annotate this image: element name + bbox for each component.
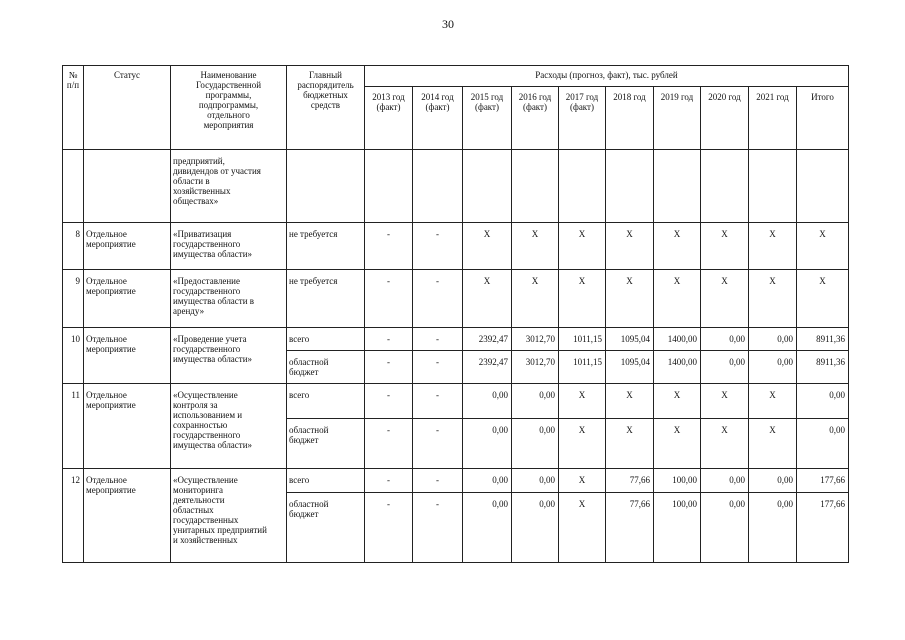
empty-cell: [654, 150, 701, 223]
row-value: -: [413, 270, 463, 328]
row-value: Х: [797, 223, 849, 270]
row-source: областной бюджет: [287, 419, 365, 469]
row-value: Х: [512, 270, 559, 328]
row-source: не требуется: [287, 223, 365, 270]
row-value: 0,00: [463, 384, 512, 419]
row-value: 177,66: [797, 469, 849, 493]
row-value: Х: [654, 419, 701, 469]
row-value: Х: [559, 384, 606, 419]
row-value: -: [413, 384, 463, 419]
row-value: Х: [606, 419, 654, 469]
row-value: -: [365, 328, 413, 351]
empty-cell: [512, 150, 559, 223]
header-name: Наименование Государственной программы, подпрограммы, отдельного мероприятия: [171, 66, 287, 150]
row-value: 0,00: [749, 328, 797, 351]
row-value: 0,00: [512, 493, 559, 563]
row-value: Х: [797, 270, 849, 328]
row-value: Х: [559, 270, 606, 328]
row-value: Х: [749, 419, 797, 469]
row-value: Х: [749, 270, 797, 328]
row-source: областной бюджет: [287, 351, 365, 384]
row-value: Х: [463, 223, 512, 270]
row-value: -: [365, 493, 413, 563]
row-value: Х: [749, 384, 797, 419]
row-status: Отдельное мероприятие: [84, 223, 171, 270]
row-name: «Приватизация государственного имущества области»: [171, 223, 287, 270]
row-value: Х: [606, 223, 654, 270]
header-executor: Главный распорядитель бюджетных средств: [287, 66, 365, 150]
table-row: [63, 270, 849, 328]
row-value: 0,00: [701, 469, 749, 493]
row-value: 77,66: [606, 469, 654, 493]
header-year: 2014 год (факт): [413, 87, 463, 150]
continuation-row: [63, 150, 849, 223]
row-value: Х: [606, 270, 654, 328]
row-status: Отдельное мероприятие: [84, 270, 171, 328]
row-value: -: [365, 384, 413, 419]
row-value: 1011,15: [559, 328, 606, 351]
row-value: Х: [559, 493, 606, 563]
row-value: 0,00: [749, 493, 797, 563]
continuation-status: [84, 150, 171, 223]
header-status: Статус: [84, 66, 171, 150]
row-value: 1011,15: [559, 351, 606, 384]
row-value: 100,00: [654, 469, 701, 493]
row-value: 0,00: [701, 351, 749, 384]
row-value: 0,00: [463, 493, 512, 563]
empty-cell: [749, 150, 797, 223]
empty-cell: [559, 150, 606, 223]
row-status: Отдельное мероприятие: [84, 328, 171, 384]
row-value: -: [413, 223, 463, 270]
row-value: -: [413, 469, 463, 493]
header-year: 2020 год: [701, 87, 749, 150]
row-value: 177,66: [797, 493, 849, 563]
row-status: Отдельное мероприятие: [84, 384, 171, 469]
row-name: «Предоставление государственного имущества области в аренду»: [171, 270, 287, 328]
row-source: не требуется: [287, 270, 365, 328]
continuation-name: предприятий, дивидендов от участия области в хозяйственных обществах»: [171, 150, 287, 223]
row-value: Х: [749, 223, 797, 270]
row-name: «Осуществление контроля за использованием и сохранностью государственного имущества области»: [171, 384, 287, 469]
row-value: 0,00: [463, 469, 512, 493]
row-value: Х: [701, 270, 749, 328]
row-value: 0,00: [512, 384, 559, 419]
row-value: Х: [559, 469, 606, 493]
row-value: -: [365, 351, 413, 384]
row-source: всего: [287, 384, 365, 419]
row-value: 3012,70: [512, 351, 559, 384]
page-number: 30: [442, 17, 454, 31]
row-value: -: [365, 270, 413, 328]
row-value: 1400,00: [654, 351, 701, 384]
empty-cell: [287, 150, 365, 223]
empty-cell: [413, 150, 463, 223]
row-value: Х: [654, 384, 701, 419]
row-value: 0,00: [749, 469, 797, 493]
row-number: 9: [63, 270, 84, 328]
table-row: [63, 223, 849, 270]
header-num: № п/п: [63, 66, 84, 150]
row-value: Х: [701, 419, 749, 469]
empty-cell: [701, 150, 749, 223]
row-value: 2392,47: [463, 328, 512, 351]
empty-cell: [797, 150, 849, 223]
row-value: 2392,47: [463, 351, 512, 384]
header-year: 2015 год (факт): [463, 87, 512, 150]
row-status: Отдельное мероприятие: [84, 469, 171, 563]
row-value: -: [413, 351, 463, 384]
row-value: 0,00: [463, 419, 512, 469]
row-value: Х: [463, 270, 512, 328]
table-row: [63, 328, 849, 351]
row-value: 0,00: [797, 384, 849, 419]
row-value: Х: [654, 270, 701, 328]
row-value: 8911,36: [797, 351, 849, 384]
header-year: 2021 год: [749, 87, 797, 150]
empty-cell: [606, 150, 654, 223]
row-value: -: [413, 419, 463, 469]
row-source: всего: [287, 328, 365, 351]
row-value: -: [365, 223, 413, 270]
row-value: Х: [654, 223, 701, 270]
row-number: 10: [63, 328, 84, 384]
header-year: 2017 год (факт): [559, 87, 606, 150]
row-value: Х: [512, 223, 559, 270]
header-year: Итого: [797, 87, 849, 150]
header-year: 2018 год: [606, 87, 654, 150]
row-number: 11: [63, 384, 84, 469]
row-value: -: [413, 493, 463, 563]
row-source: областной бюджет: [287, 493, 365, 563]
row-source: всего: [287, 469, 365, 493]
row-value: 0,00: [701, 328, 749, 351]
row-value: -: [413, 328, 463, 351]
row-value: Х: [701, 223, 749, 270]
row-value: 100,00: [654, 493, 701, 563]
row-value: Х: [606, 384, 654, 419]
row-value: Х: [559, 419, 606, 469]
row-value: 1095,04: [606, 328, 654, 351]
row-value: 0,00: [512, 419, 559, 469]
header-row-top: [63, 66, 849, 87]
table-row: [63, 469, 849, 493]
row-value: Х: [559, 223, 606, 270]
header-expenses: Расходы (прогноз, факт), тыс. рублей: [365, 66, 849, 87]
row-number: 12: [63, 469, 84, 563]
continuation-num: [63, 150, 84, 223]
row-name: «Проведение учета государственного имущества области»: [171, 328, 287, 384]
header-year: 2013 год (факт): [365, 87, 413, 150]
empty-cell: [365, 150, 413, 223]
row-value: Х: [701, 384, 749, 419]
budget-table: [62, 65, 849, 563]
table-row: [63, 384, 849, 419]
row-value: 0,00: [701, 493, 749, 563]
row-value: 77,66: [606, 493, 654, 563]
row-value: 0,00: [797, 419, 849, 469]
row-name: «Осуществление мониторинга деятельности областных государственных унитарных предприятий и хозяйственных: [171, 469, 287, 563]
row-value: 3012,70: [512, 328, 559, 351]
table-body: [63, 150, 849, 563]
row-value: -: [365, 419, 413, 469]
row-value: 1095,04: [606, 351, 654, 384]
row-value: 1400,00: [654, 328, 701, 351]
header-year: 2016 год (факт): [512, 87, 559, 150]
row-number: 8: [63, 223, 84, 270]
row-value: 8911,36: [797, 328, 849, 351]
empty-cell: [463, 150, 512, 223]
header-year: 2019 год: [654, 87, 701, 150]
row-value: 0,00: [512, 469, 559, 493]
row-value: 0,00: [749, 351, 797, 384]
row-value: -: [365, 469, 413, 493]
